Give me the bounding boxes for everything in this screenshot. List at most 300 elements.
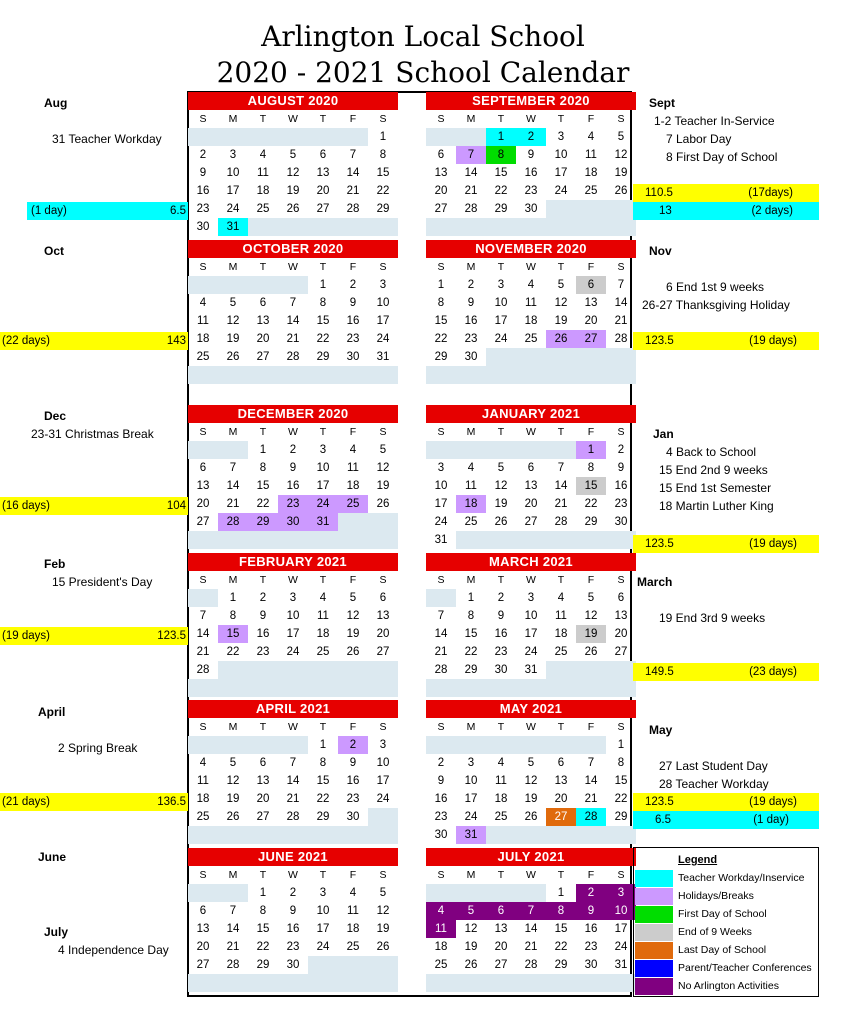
empty-day — [278, 531, 308, 549]
day-cell: 24 — [434, 516, 448, 528]
day-cell: 4 — [426, 902, 456, 920]
day-count-band — [27, 202, 188, 220]
week-row — [188, 441, 398, 459]
day-cell: 25 — [554, 646, 568, 658]
day-cell: 23 — [494, 646, 508, 658]
day-cell: 24 — [286, 646, 300, 658]
band-days: (21 days) — [2, 796, 50, 808]
band-days: (2 days) — [751, 205, 793, 217]
week-row — [426, 902, 636, 920]
day-cell: 12 — [226, 775, 240, 787]
day-cell: 30 — [494, 664, 508, 676]
day-cell: 13 — [614, 610, 628, 622]
weekday-label: T — [319, 574, 327, 586]
day-cell: 1 — [617, 739, 625, 751]
day-cell: 18 — [494, 793, 508, 805]
right-note: May — [649, 723, 673, 737]
day-cell: 15 — [316, 775, 330, 787]
weekday-label: S — [199, 574, 207, 586]
day-cell: 13 — [554, 775, 568, 787]
week-row — [188, 146, 398, 164]
empty-day — [248, 276, 278, 294]
day-cell: 1 — [259, 887, 267, 899]
day-cell: 26 — [524, 811, 538, 823]
weekday-label: W — [526, 574, 536, 586]
day-cell: 20 — [584, 315, 598, 327]
weekday-label: T — [497, 721, 505, 733]
week-row — [188, 607, 398, 625]
empty-day — [456, 531, 486, 549]
day-cell: 22 — [316, 793, 330, 805]
day-cell: 2 — [576, 884, 606, 902]
day-cell: 26 — [614, 185, 628, 197]
day-cell: 17 — [376, 775, 390, 787]
weekday-header — [426, 866, 636, 884]
empty-day — [486, 679, 516, 697]
empty-day — [546, 218, 576, 236]
empty-day — [338, 974, 368, 992]
weekday-label: F — [587, 426, 595, 438]
day-cell: 16 — [286, 480, 300, 492]
empty-day — [308, 218, 338, 236]
weekday-header — [188, 423, 398, 441]
weekday-label: S — [437, 261, 445, 273]
day-cell: 23 — [278, 495, 308, 513]
day-cell: 27 — [434, 203, 448, 215]
day-cell: 2 — [289, 887, 297, 899]
day-cell: 18 — [346, 923, 360, 935]
week-row — [188, 736, 398, 754]
day-cell: 2 — [497, 592, 505, 604]
weekday-label: F — [587, 574, 595, 586]
day-cell: 22 — [316, 333, 330, 345]
day-cell: 12 — [376, 462, 390, 474]
day-cell: 4 — [199, 297, 207, 309]
right-note: 19 End 3rd 9 weeks — [659, 611, 766, 625]
title-line-2: 2020 - 2021 School Calendar — [216, 56, 630, 89]
right-note: 4 Back to School — [666, 445, 757, 459]
week-row — [188, 531, 398, 549]
week-row — [426, 974, 636, 992]
day-cell: 28 — [218, 513, 248, 531]
day-cell: 3 — [289, 592, 297, 604]
day-cell: 3 — [319, 887, 327, 899]
day-cell: 5 — [289, 149, 297, 161]
day-cell: 16 — [494, 628, 508, 640]
day-cell: 5 — [587, 592, 595, 604]
week-row — [188, 276, 398, 294]
day-cell: 21 — [286, 793, 300, 805]
day-cell: 6 — [576, 276, 606, 294]
day-cell: 5 — [497, 462, 505, 474]
day-cell: 29 — [494, 203, 508, 215]
weekday-label: T — [497, 426, 505, 438]
day-cell: 28 — [286, 351, 300, 363]
empty-day — [218, 441, 248, 459]
month-title: AUGUST 2020 — [188, 92, 398, 110]
day-cell: 13 — [434, 167, 448, 179]
day-cell: 4 — [259, 149, 267, 161]
week-row — [426, 294, 636, 312]
empty-day — [426, 366, 456, 384]
day-cell: 29 — [614, 811, 628, 823]
day-cell: 9 — [576, 902, 606, 920]
legend-label: Holidays/Breaks — [678, 890, 754, 902]
day-cell: 27 — [494, 959, 508, 971]
day-cell: 11 — [197, 775, 209, 787]
empty-day — [278, 661, 308, 679]
legend-label: First Day of School — [678, 908, 767, 920]
weekday-label: S — [199, 261, 207, 273]
day-cell: 19 — [614, 167, 628, 179]
day-cell: 11 — [347, 905, 359, 917]
empty-day — [218, 531, 248, 549]
day-cell: 4 — [349, 444, 357, 456]
empty-day — [516, 218, 546, 236]
weekday-label: S — [437, 721, 445, 733]
empty-day — [218, 366, 248, 384]
day-count-band — [633, 202, 819, 220]
month-block — [426, 405, 636, 549]
legend-swatch — [635, 942, 673, 959]
day-cell: 17 — [614, 923, 628, 935]
legend-label: Parent/Teacher Conferences — [678, 962, 812, 974]
day-cell: 7 — [289, 297, 297, 309]
day-cell: 28 — [464, 203, 478, 215]
day-cell: 17 — [434, 498, 448, 510]
day-cell: 25 — [434, 959, 448, 971]
day-cell: 30 — [286, 959, 300, 971]
weekday-label: T — [557, 721, 565, 733]
week-row — [426, 531, 636, 549]
day-cell: 20 — [524, 498, 538, 510]
day-cell: 29 — [248, 513, 278, 531]
empty-day — [426, 441, 456, 459]
day-cell: 22 — [554, 941, 568, 953]
day-cell: 5 — [527, 757, 535, 769]
empty-day — [486, 736, 516, 754]
day-cell: 13 — [584, 297, 598, 309]
day-cell: 6 — [259, 757, 267, 769]
day-cell: 10 — [554, 149, 568, 161]
day-cell: 19 — [376, 480, 390, 492]
day-cell: 6 — [379, 592, 387, 604]
day-cell: 2 — [516, 128, 546, 146]
day-cell: 21 — [524, 941, 538, 953]
day-cell: 8 — [437, 297, 445, 309]
day-cell: 3 — [606, 884, 636, 902]
day-cell: 26 — [494, 516, 508, 528]
day-cell: 27 — [376, 646, 390, 658]
month-title: JULY 2021 — [426, 848, 636, 866]
day-cell: 20 — [494, 941, 508, 953]
weekday-label: F — [587, 721, 595, 733]
month-title: APRIL 2021 — [188, 700, 398, 718]
day-cell: 13 — [494, 923, 508, 935]
empty-day — [546, 679, 576, 697]
day-cell: 17 — [286, 628, 300, 640]
day-cell: 21 — [286, 333, 300, 345]
empty-day — [308, 679, 338, 697]
day-cell: 31 — [434, 534, 448, 546]
day-cell: 24 — [376, 793, 390, 805]
empty-day — [278, 974, 308, 992]
empty-day — [426, 884, 456, 902]
day-cell: 13 — [524, 480, 538, 492]
day-cell: 1 — [319, 739, 327, 751]
weekday-label: S — [379, 261, 387, 273]
weekday-label: F — [587, 113, 595, 125]
day-cell: 16 — [346, 775, 360, 787]
day-cell: 2 — [617, 444, 625, 456]
empty-day — [248, 531, 278, 549]
day-cell: 27 — [196, 516, 210, 528]
empty-day — [546, 826, 576, 844]
empty-day — [338, 218, 368, 236]
day-cell: 30 — [434, 829, 448, 841]
empty-day — [278, 826, 308, 844]
right-note: Jan — [653, 427, 674, 441]
weekday-label: W — [526, 113, 536, 125]
weekday-label: M — [228, 574, 238, 586]
day-cell: 8 — [587, 462, 595, 474]
day-cell: 17 — [554, 167, 568, 179]
day-cell: 24 — [316, 941, 330, 953]
empty-day — [278, 218, 308, 236]
empty-day — [456, 366, 486, 384]
day-cell: 8 — [229, 610, 237, 622]
day-cell: 9 — [289, 462, 297, 474]
weekday-label: T — [259, 261, 267, 273]
weekday-label: F — [349, 721, 357, 733]
day-cell: 3 — [379, 739, 387, 751]
left-note: July — [44, 925, 69, 939]
week-row — [188, 661, 398, 679]
day-count-band — [633, 793, 819, 811]
day-cell: 11 — [347, 462, 359, 474]
empty-day — [516, 736, 546, 754]
day-cell: 5 — [557, 279, 565, 291]
empty-day — [486, 531, 516, 549]
day-cell: 9 — [199, 167, 207, 179]
day-cell: 27 — [614, 646, 628, 658]
week-row — [426, 790, 636, 808]
day-cell: 17 — [316, 480, 330, 492]
day-cell: 7 — [587, 757, 595, 769]
empty-day — [486, 974, 516, 992]
empty-day — [278, 276, 308, 294]
day-cell: 28 — [576, 808, 606, 826]
weekday-label: S — [199, 113, 207, 125]
week-row — [426, 736, 636, 754]
day-cell: 26 — [226, 811, 240, 823]
day-cell: 13 — [196, 923, 210, 935]
right-note: 28 Teacher Workday — [659, 777, 769, 791]
empty-day — [516, 366, 546, 384]
day-cell: 25 — [524, 333, 538, 345]
legend-label: Last Day of School — [678, 944, 767, 956]
week-row — [426, 164, 636, 182]
week-row — [188, 182, 398, 200]
day-cell: 15 — [434, 315, 448, 327]
month-title: MARCH 2021 — [426, 553, 636, 571]
day-cell: 8 — [486, 146, 516, 164]
day-cell: 28 — [226, 959, 240, 971]
band-days: (19 days) — [749, 335, 797, 347]
empty-day — [576, 531, 606, 549]
day-cell: 12 — [584, 610, 598, 622]
weekday-label: W — [526, 426, 536, 438]
weekday-label: W — [288, 721, 298, 733]
weekday-header — [188, 571, 398, 589]
empty-day — [188, 974, 218, 992]
band-total: 123.5 — [645, 796, 674, 808]
day-cell: 28 — [614, 333, 628, 345]
week-row — [426, 625, 636, 643]
day-cell: 25 — [464, 516, 478, 528]
band-total: 123.5 — [157, 630, 186, 642]
day-cell: 29 — [256, 959, 270, 971]
day-cell: 28 — [554, 516, 568, 528]
band-days: (19 days) — [749, 538, 797, 550]
day-cell: 5 — [229, 757, 237, 769]
day-cell: 14 — [554, 480, 568, 492]
weekday-label: M — [466, 869, 476, 881]
day-cell: 12 — [226, 315, 240, 327]
week-row — [188, 974, 398, 992]
day-cell: 24 — [308, 495, 338, 513]
day-cell: 6 — [199, 462, 207, 474]
week-row — [426, 589, 636, 607]
week-row — [188, 772, 398, 790]
empty-day — [516, 348, 546, 366]
week-row — [188, 495, 398, 513]
legend-heading: Legend — [678, 854, 718, 866]
day-cell: 7 — [456, 146, 486, 164]
day-cell: 23 — [196, 203, 210, 215]
empty-day — [338, 128, 368, 146]
empty-day — [218, 826, 248, 844]
day-cell: 26 — [286, 203, 300, 215]
month-block — [426, 553, 636, 697]
band-days: (19 days) — [749, 796, 797, 808]
empty-day — [516, 531, 546, 549]
weekday-header — [426, 258, 636, 276]
day-cell: 15 — [256, 923, 270, 935]
month-title: OCTOBER 2020 — [188, 240, 398, 258]
month-block — [188, 848, 398, 992]
week-row — [188, 589, 398, 607]
day-count-band — [0, 332, 188, 350]
day-cell: 12 — [286, 167, 300, 179]
day-cell: 20 — [196, 498, 210, 510]
empty-day — [426, 736, 456, 754]
day-cell: 19 — [524, 793, 538, 805]
empty-day — [368, 974, 398, 992]
left-note: 31 Teacher Workday — [52, 132, 162, 146]
weekday-label: S — [437, 869, 445, 881]
day-cell: 23 — [346, 333, 360, 345]
empty-day — [188, 679, 218, 697]
band-total: 104 — [166, 500, 186, 512]
day-cell: 25 — [196, 351, 210, 363]
legend-swatch — [635, 960, 673, 977]
legend-item — [634, 978, 818, 996]
day-cell: 11 — [426, 920, 456, 938]
week-row — [426, 459, 636, 477]
day-cell: 5 — [379, 887, 387, 899]
left-note: Feb — [44, 557, 66, 571]
empty-day — [248, 736, 278, 754]
empty-day — [218, 884, 248, 902]
month-block — [188, 700, 398, 844]
month-block — [426, 700, 636, 844]
day-cell: 19 — [286, 185, 300, 197]
day-cell: 7 — [289, 757, 297, 769]
day-cell: 22 — [584, 498, 598, 510]
empty-day — [308, 128, 338, 146]
month-block — [188, 405, 398, 549]
day-cell: 19 — [576, 625, 606, 643]
weekday-label: M — [228, 869, 238, 881]
empty-day — [338, 513, 368, 531]
empty-day — [368, 513, 398, 531]
day-cell: 6 — [199, 905, 207, 917]
legend-item — [634, 906, 818, 924]
legend-swatch — [635, 888, 673, 905]
day-cell: 31 — [524, 664, 538, 676]
day-count-band — [633, 535, 819, 553]
band-days: (1 day) — [31, 205, 67, 217]
day-cell: 28 — [286, 811, 300, 823]
day-cell: 31 — [218, 218, 248, 236]
empty-day — [218, 661, 248, 679]
empty-day — [188, 736, 218, 754]
weekday-label: S — [617, 261, 625, 273]
weekday-label: M — [466, 426, 476, 438]
empty-day — [606, 974, 636, 992]
right-note: Sept — [649, 96, 676, 110]
week-row — [188, 643, 398, 661]
day-cell: 3 — [229, 149, 237, 161]
day-cell: 14 — [614, 297, 628, 309]
week-row — [188, 294, 398, 312]
weekday-label: T — [259, 113, 267, 125]
day-cell: 3 — [319, 444, 327, 456]
month-block — [188, 553, 398, 697]
empty-day — [426, 679, 456, 697]
day-cell: 15 — [554, 923, 568, 935]
empty-day — [338, 826, 368, 844]
day-cell: 7 — [617, 279, 625, 291]
right-note: 27 Last Student Day — [659, 759, 768, 773]
day-cell: 27 — [256, 351, 270, 363]
day-cell: 6 — [617, 592, 625, 604]
day-cell: 7 — [229, 462, 237, 474]
empty-day — [368, 366, 398, 384]
empty-day — [248, 366, 278, 384]
weekday-label: T — [319, 869, 327, 881]
empty-day — [308, 956, 338, 974]
day-cell: 14 — [584, 775, 598, 787]
right-note: 1-2 Teacher In-Service — [654, 114, 775, 128]
week-row — [188, 459, 398, 477]
week-row — [426, 348, 636, 366]
empty-day — [546, 661, 576, 679]
empty-day — [456, 218, 486, 236]
day-cell: 17 — [226, 185, 240, 197]
day-cell: 10 — [376, 757, 390, 769]
